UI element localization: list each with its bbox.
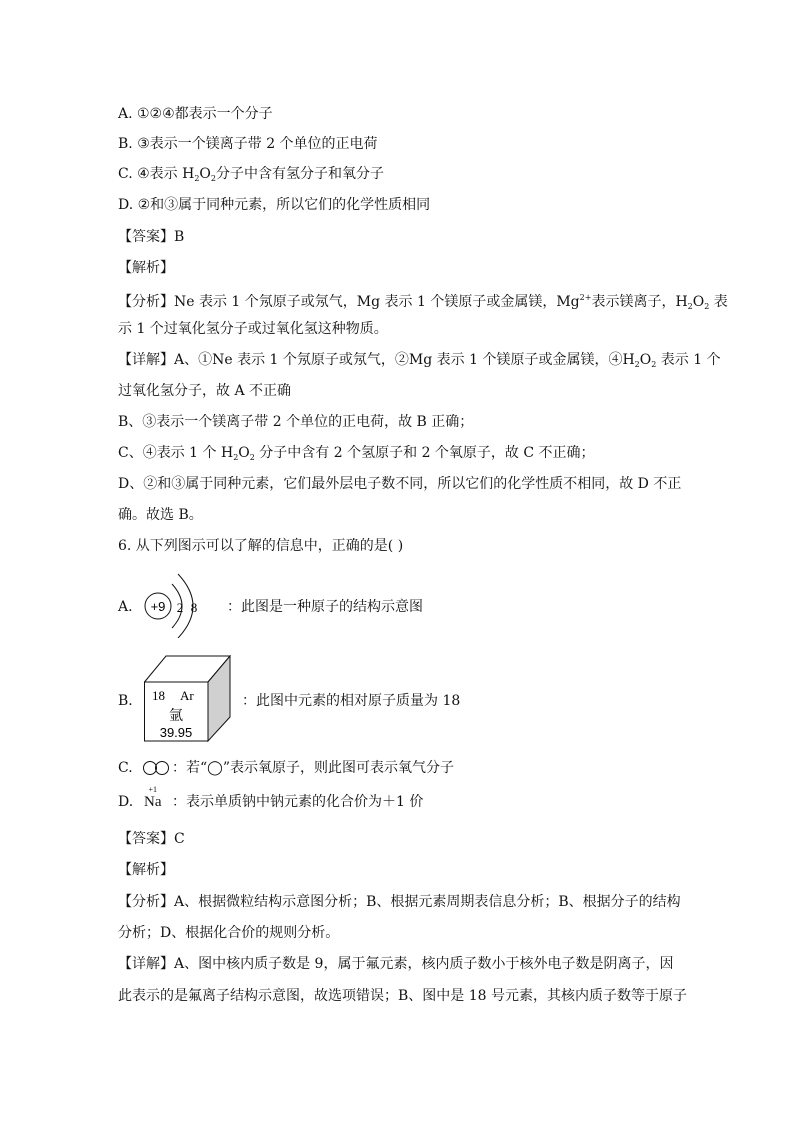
nucleus-charge: +9 xyxy=(150,599,166,614)
text-segment: D、②和③属于同种元素，它们最外层电子数不同，所以它们的化学性质不相同，故 D 不正 xyxy=(118,476,682,492)
subscript: 2 xyxy=(233,453,239,462)
text-segment: 示 1 个过氧化氢分子或过氧化氢这种物质。 xyxy=(118,321,388,337)
atomic-mass: 39.95 xyxy=(159,725,193,740)
text-segment: 分子中含有氢分子和氧分子 xyxy=(216,166,384,182)
q5-detail-line xyxy=(118,444,595,467)
q5-detail-line xyxy=(118,351,721,374)
q6-jiexi-heading xyxy=(118,861,174,879)
q6-detail-line xyxy=(118,955,673,973)
text-segment: 表 xyxy=(709,294,728,310)
q6-analysis-line xyxy=(118,893,681,911)
q5-answer xyxy=(118,228,184,246)
q5-detail-line xyxy=(118,475,681,493)
q5-analysis-line xyxy=(118,289,728,316)
periodic-table-cell xyxy=(144,655,234,743)
text-segment: O xyxy=(692,294,705,310)
q5-detail-line xyxy=(118,413,473,431)
text-segment: 【解析】 xyxy=(118,862,174,878)
q5-detail-line xyxy=(118,506,203,524)
text-segment: 【分析】Ne 表示 1 个氖原子或氖气，Mg 表示 1 个镁原子或金属镁，Mg xyxy=(118,294,580,310)
q6-answer xyxy=(118,830,185,848)
text-segment: B、③表示一个镁离子带 2 个单位的正电荷，故 B 正确； xyxy=(118,414,474,430)
option-b-label: B. xyxy=(118,693,133,709)
text-segment: 【答案】B xyxy=(118,229,185,245)
q5-option-b xyxy=(118,135,378,153)
q6-option-a xyxy=(118,598,133,616)
option-label: A. xyxy=(118,599,133,615)
element-name: 氩 xyxy=(169,708,183,724)
atomic-number: 18 xyxy=(152,688,165,703)
atom-structure-diagram xyxy=(140,570,200,638)
text-segment: O xyxy=(238,445,250,461)
subscript: 2 xyxy=(651,360,657,369)
text-segment: O xyxy=(199,166,211,182)
shell-1-electrons: 2 xyxy=(176,600,184,615)
valence-value: +1 xyxy=(148,785,157,794)
q5-option-a xyxy=(118,105,273,123)
element-symbol: Ar xyxy=(180,688,194,703)
q5-analysis-line xyxy=(118,320,388,338)
option-c-text: ：若“◯”表示氧原子，则此图可表示氧气分子 xyxy=(172,760,454,776)
text-segment: 6. 从下列图示可以了解的信息中，正确的是( ) xyxy=(118,538,404,554)
text-segment: 表示 1 个 xyxy=(656,352,721,368)
subscript: 2 xyxy=(210,174,216,183)
option-b-text: ：此图中元素的相对原子质量为 18 xyxy=(242,693,461,709)
q5-option-c xyxy=(118,165,384,188)
text-segment: 分析；D、根据化合价的规则分析。 xyxy=(118,925,340,941)
q6-question-stem xyxy=(118,537,403,555)
text-segment: 确。故选 B。 xyxy=(118,507,203,523)
text-segment: 此表示的是氟离子结构示意图，故选项错误；B、图中是 18 号元素，其核内质子数等于原子 xyxy=(118,988,688,1004)
text-segment: 表示镁离子，H xyxy=(591,294,688,310)
option-d-text: ：表示单质钠中钠元素的化合价为＋1 价 xyxy=(172,794,424,810)
q5-option-d xyxy=(118,196,430,214)
subscript: 2 xyxy=(634,360,640,369)
option-c-label: C. xyxy=(118,760,133,776)
valence-notation xyxy=(144,786,162,810)
text-segment: 【详解】A、①Ne 表示 1 个氖原子或氖气，②Mg 表示 1 个镁原子或金属镁，④H xyxy=(118,352,635,368)
subscript: 2 xyxy=(194,174,200,183)
text-segment: B. ③表示一个镁离子带 2 个单位的正电荷 xyxy=(118,136,378,152)
text-segment: D. ②和③属于同种元素，所以它们的化学性质相同 xyxy=(118,197,431,213)
q5-detail-line xyxy=(118,382,291,400)
text-segment: 【分析】A、根据微粒结构示意图分析；B、根据元素周期表信息分析；B、根据分子的结构 xyxy=(118,894,681,910)
q5-jiexi-heading xyxy=(118,259,174,277)
text-segment: 过氧化氢分子，故 A 不正确 xyxy=(118,383,292,399)
sodium-symbol: Na xyxy=(144,794,162,810)
text-segment: C. ④表示 H xyxy=(118,166,195,182)
text-segment: 【答案】C xyxy=(118,831,185,847)
text-segment: 【详解】A、图中核内质子数是 9，属于氟元素，核内质子数小于核外电子数是阴离子，因 xyxy=(118,956,674,972)
subscript: 2 xyxy=(704,302,710,311)
q6-detail-line xyxy=(118,987,687,1005)
text-segment: 【解析】 xyxy=(118,260,174,276)
shell-2-electrons: 8 xyxy=(190,600,198,615)
q6-analysis-line xyxy=(118,924,339,942)
oxygen-molecule-icon xyxy=(142,760,172,776)
option-a-text: ：此图是一种原子的结构示意图 xyxy=(227,599,423,615)
text-segment: C、④表示 1 个 H xyxy=(118,445,234,461)
subscript: 2 xyxy=(687,302,693,311)
subscript: 2 xyxy=(249,453,255,462)
superscript: 2+ xyxy=(579,293,592,302)
text-segment: A. ①②④都表示一个分子 xyxy=(118,106,273,122)
option-d-label: D. xyxy=(118,794,134,810)
text-segment: 分子中含有 2 个氢原子和 2 个氧原子，故 C 不正确； xyxy=(254,445,595,461)
text-segment: O xyxy=(639,352,652,368)
